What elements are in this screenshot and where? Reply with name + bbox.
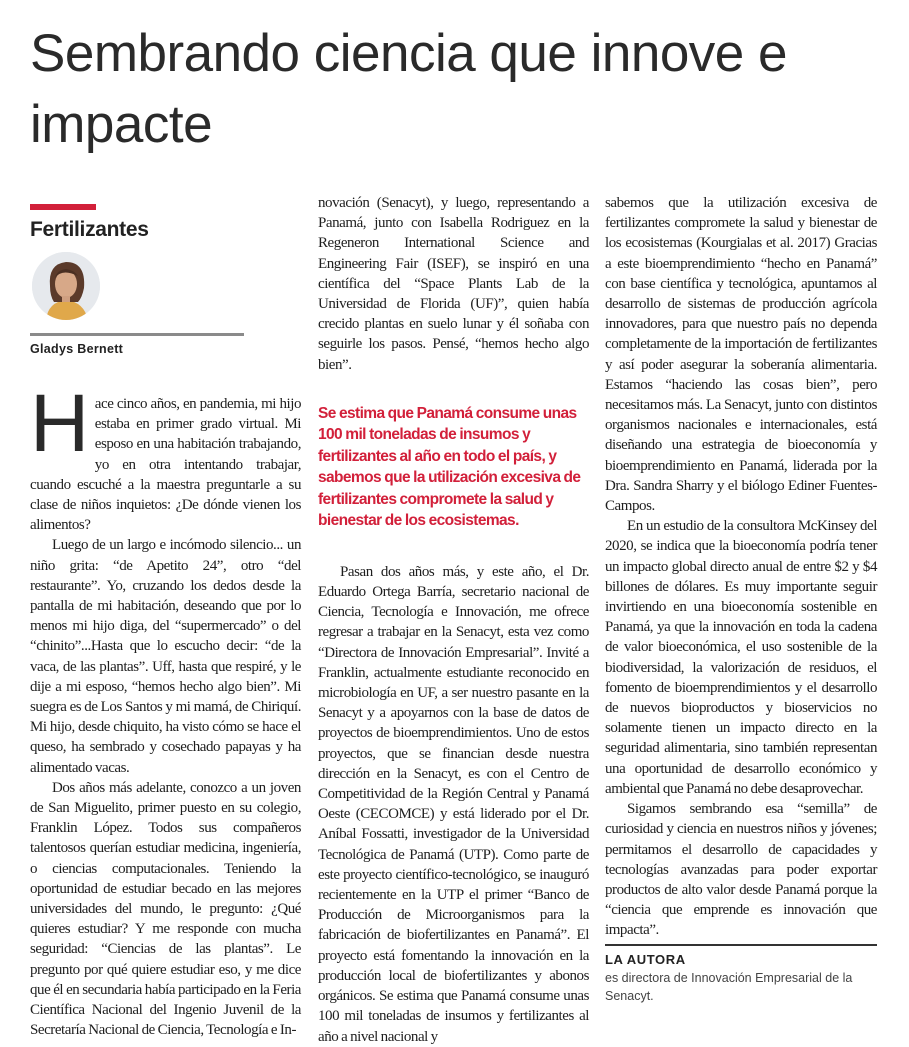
paragraph: sabemos que la utilización excesiva de fertilizantes compromete la salud y bienestar de los ecosistemas (Kourgialas et al. 2017) Gracias a este bioemprendimiento “hecho en Panamá” con base científica y tecnológica, apuntamos al desarrollo de sistemas de producción agrícola innovadores, para que nuestro país no dependa completamente de la importación de fertilizantes y así poder asegurar la soberanía alimentaria. Estamos “haciendo las cosas bien”, pero necesitamos más. La Senacyt, junto con distintos organismos nacionales e internacionales, está diseñando una estrategia de bioeconomía y bioemprendimiento en Panamá, liderada por la Dra. Sandra Sharry y el biólogo Ediner Fuentes-Campos. — [605, 195, 877, 515]
paragraph: novación (Senacyt), y luego, representando a Panamá, junto con Isabella Rodriguez en la Regeneron International Science and Engineering Fair (ISEF), se inspiró en una científica del “Space Plants Lab de la Universidad de Florida (UF)”, quien había crecido plantas en suelo lunar y él soñaba con seguirle los pasos. Pensé, “hemos hecho algo bien”. — [318, 195, 589, 373]
author-byline: Gladys Bernett — [30, 342, 124, 356]
paragraph: Sigamos sembrando esa “semilla” de curiosidad y ciencia en nuestros niños y jóvenes; permitamos el desarrollo de capacidades y tecnologías avanzadas para poder exportar productos de alto valor desde Panamá porque la “ciencia que emprende es innovación que impacta”. — [605, 801, 877, 939]
pull-quote: Se estima que Panamá consume unas 100 mil toneladas de insumos y fertilizantes al año en todo el país, y sabemos que la utilización excesiva de fertilizantes compromete la salud y bienestar de los ecosistemas. — [318, 404, 581, 530]
paragraph: En un estudio de la consultora McKinsey del 2020, se indica que la bioeconomía podría tener un impacto global directo anual de entre $2 y $4 billones de dólares. Es muy importante seguir invirtiendo en una bioeconomía sostenible en Panamá, ya que la innovación en toda la cadena de valor bioeconómica, el uso sostenible de la biodiversidad, la valorización de residuos, el fomento de bioemprendimientos y el desarrollo de nuevos bioproductos y bioservicios no solamente tienen un impacto directo en la seguridad alimentaria, sino también representan una oportunidad de desarrollo económico y ambiental que Panamá no debe desaprovechar. — [605, 518, 877, 797]
section-accent-rule — [30, 204, 96, 210]
author-photo — [32, 252, 100, 320]
byline-rule — [30, 333, 244, 336]
article-column-1 — [30, 378, 301, 1041]
article-column-2 — [318, 193, 589, 1047]
paragraph: Dos años más adelante, conozco a un joven de San Miguelito, primer puesto en su colegio, Franklin López. Todos sus compañeros talentosos querían estudiar medicina, ingeniería, o ciencias computacionales. Teniendo la oportunidad de estudiar becado en las mejores universidades del mundo, le pregunto: ¿Qué quieres estudiar? Y me responde con mucha seguridad: “Ciencias de las plantas”. Le pregunto por qué quiere estudiar eso, y me dice que él en secundaria había participado en la Feria Científica Nacional del Ingenio Juvenil de la Secretaría Nacional de Ciencia, Tecnología e In- — [30, 779, 301, 1039]
paragraph: Hace cinco años, en pandemia, mi hijo estaba en primer grado virtual. Mi esposo en una habitación trabajando, yo en otra intentando trabajar, cuando escuché a la maestra preguntarle a su clase de niños inquietos: ¿De dónde vienen los alimentos? — [30, 378, 301, 534]
section-label: Fertilizantes — [30, 218, 149, 241]
article-column-3 — [605, 193, 877, 941]
author-box-title: LA AUTORA — [605, 952, 686, 967]
author-box-text: es directora de Innovación Empresarial de la Senacyt. — [605, 971, 853, 1003]
author-box-rule — [605, 944, 877, 946]
paragraph: Luego de un largo e incómodo silencio... un niño grita: “de Apetito 24”, otro “del restaurante”. Yo, cruzando los dedos desde la pantalla de mi habitación, deseando que por lo menos mi hijo diga, del “supermercado” o del “chinito”...Hasta que lo escucho decir: “de la vaca, de las plantas”. Uff, hasta que respiré, y le dije a mi esposo, “hemos hecho algo bien”. Mi suegra es de Los Santos y mi mamá, de Chiriquí. Mi hijo, desde chiquito, ha visto cómo se hace el queso, ha sembrado y cosechado papayas y ha alimentado vacas. — [30, 537, 301, 776]
drop-cap: H — [30, 378, 89, 469]
paragraph: Pasan dos años más, y este año, el Dr. Eduardo Ortega Barría, secretario nacional de Ciencia, Tecnología e Innovación, me ofrece regresar a trabajar en la Senacyt, esta vez como “Directora de Innovación Empresarial”. Invité a Franklin, actualmente estudiante reconocido en microbiología en UF, a ser nuestro pasante en la Senacyt y a apoyarnos con la base de datos de proyectos de bioemprendimientos. Uno de estos proyectos, que se financian desde nuestra dirección en la Senacyt, es con el Centro de Competitividad de la Región Central y Panamá Oeste (CECOMCE) y está liderado por el Dr. Aníbal Fossatti, investigador de la Universidad Tecnológica de Panamá (UTP). Como parte de este proyecto científico-tecnológico, se inauguró recientemente en la UTP el primer “Banco de Producción de Microorganismos para la fabricación de biofertilizantes en Panamá”. El proyecto está fomentando la innovación en la producción local de biofertilizantes y abonos orgánicos. Se estima que Panamá consume unas 100 mil toneladas de insumos y fertilizantes al año a nivel nacional y — [318, 563, 589, 1045]
headline: Sembrando ciencia que innove e impacte — [30, 24, 787, 154]
author-portrait-photo — [32, 252, 100, 320]
